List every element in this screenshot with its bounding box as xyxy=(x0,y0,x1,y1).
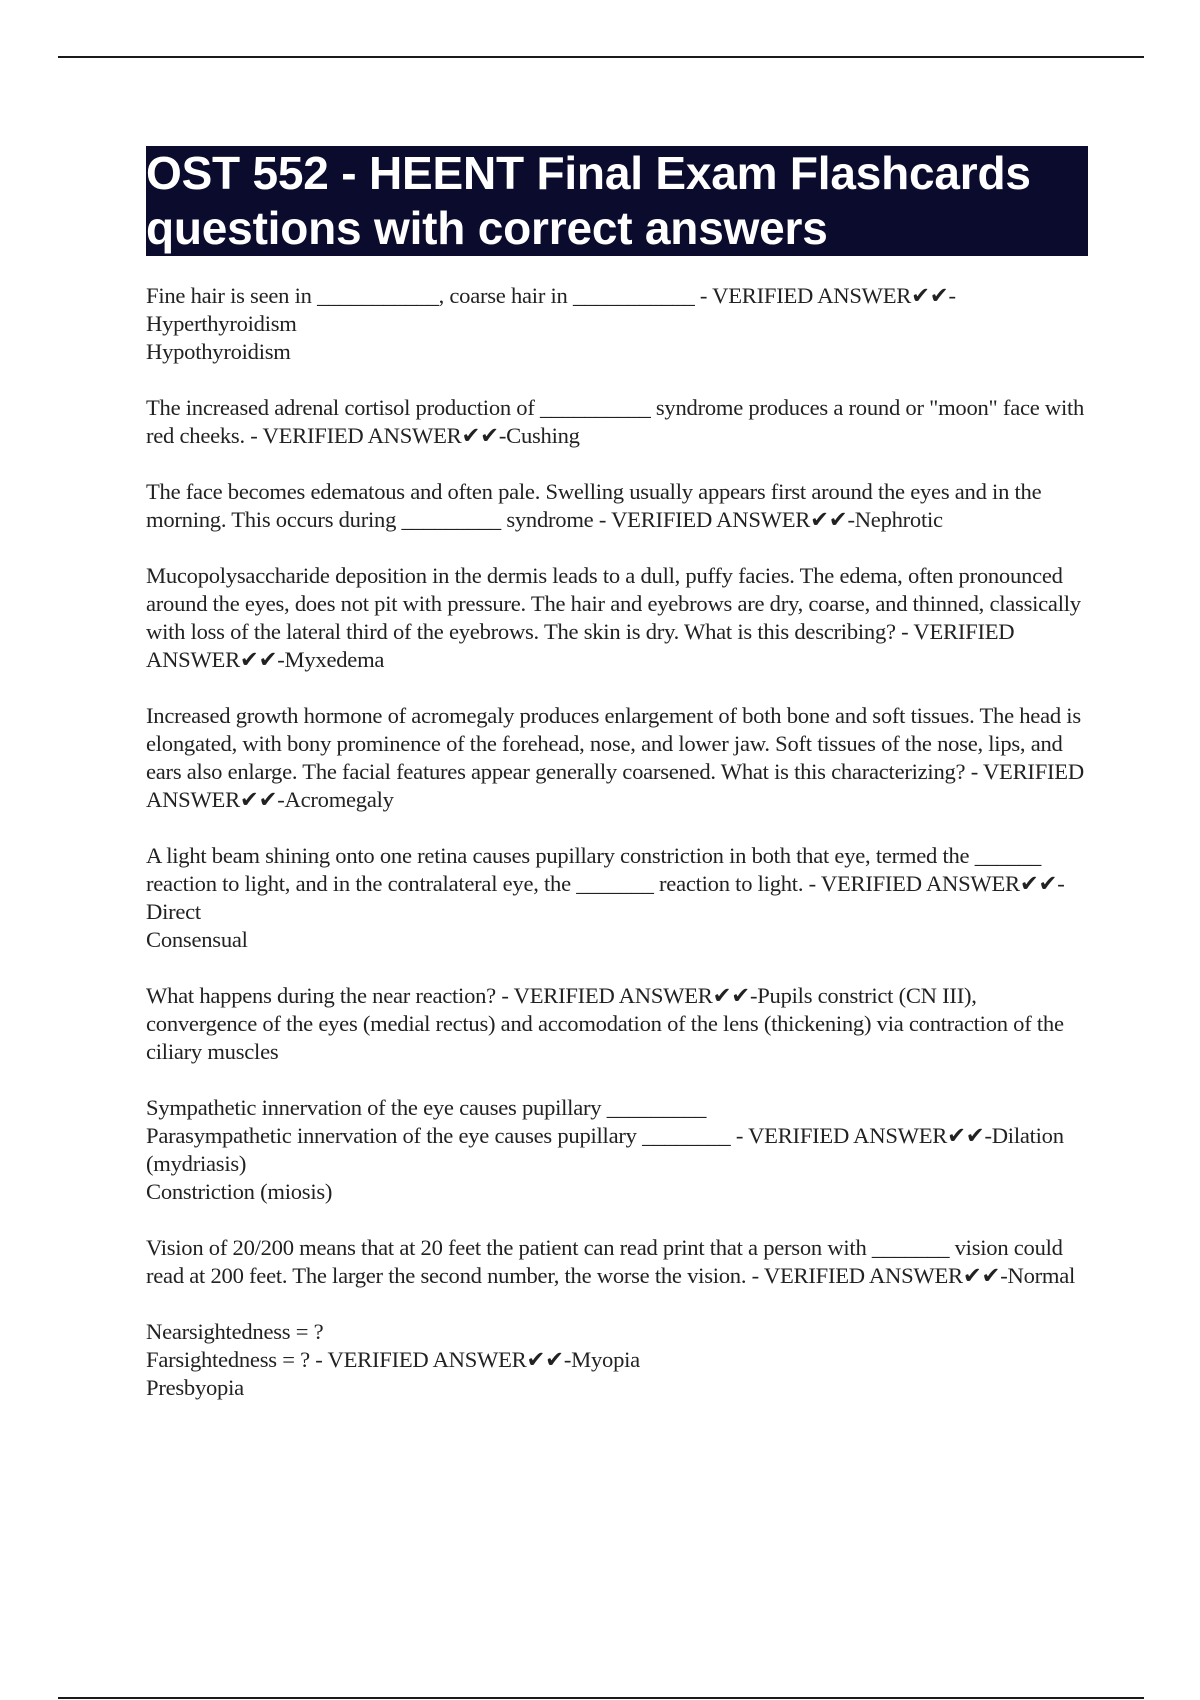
flashcard-question: Vision of 20/200 means that at 20 feet the patient can read print that a person with _______ vision could read at 200 feet. The larger the second number, the worse the vision. xyxy=(146,1235,1063,1288)
flashcard-question: Fine hair is seen in ___________, coarse hair in ___________ xyxy=(146,283,695,308)
flashcard-answer: Myopia Presbyopia xyxy=(146,1347,640,1400)
header-rule xyxy=(58,56,1144,58)
flashcard-question: The increased adrenal cortisol production of __________ syndrome produces a round or "moon" face with red cheeks. xyxy=(146,395,1085,448)
flashcard-answer: Normal xyxy=(1007,1263,1076,1288)
flashcard xyxy=(146,842,1086,954)
flashcard-answer: Acromegaly xyxy=(284,787,394,812)
flashcard-question: Mucopolysaccharide deposition in the dermis leads to a dull, puffy facies. The edema, often pronounced around the eyes, does not pit with pressure. The hair and eyebrows are dry, coarse, and thinned, classically with loss of the lateral third of the eyebrows. The skin is dry. What is this describing? xyxy=(146,563,1081,644)
verified-answer-marker: - VERIFIED ANSWER✔✔- xyxy=(803,871,1065,896)
flashcard-question: What happens during the near reaction? xyxy=(146,983,496,1008)
flashcard-question: Sympathetic innervation of the eye causes pupillary _________ Parasympathetic innervation of the eye causes pupillary ________ xyxy=(146,1095,731,1148)
flashcard-answer: Myxedema xyxy=(284,647,385,672)
flashcard-answer: Dilation (mydriasis) Constriction (miosis) xyxy=(146,1123,1064,1204)
document-title: OST 552 - HEENT Final Exam Flashcards questions with correct answers xyxy=(146,147,1031,254)
verified-answer-marker: - VERIFIED ANSWER✔✔- xyxy=(730,1123,992,1148)
flashcard-answer: Direct Consensual xyxy=(146,899,248,952)
verified-answer-marker: - VERIFIED ANSWER✔✔- xyxy=(746,1263,1008,1288)
verified-answer-marker: - VERIFIED ANSWER✔✔- xyxy=(495,983,758,1008)
flashcard xyxy=(146,982,1086,1066)
flashcard xyxy=(146,562,1086,674)
flashcard xyxy=(146,1234,1086,1290)
title-banner xyxy=(146,146,1088,256)
verified-answer-marker: - VERIFIED ANSWER✔✔- xyxy=(244,423,507,448)
flashcard-list xyxy=(146,282,1086,1430)
flashcard-answer: Cushing xyxy=(506,423,580,448)
flashcard xyxy=(146,1094,1086,1206)
flashcard xyxy=(146,1318,1086,1402)
flashcard-answer: Nephrotic xyxy=(854,507,943,532)
flashcard xyxy=(146,282,1086,366)
flashcard-answer: Pupils constrict (CN III), convergence of the eyes (medial rectus) and accomodation of the lens (thickening) via contraction of the ciliary muscles xyxy=(146,983,1064,1064)
flashcard xyxy=(146,702,1086,814)
footer-rule xyxy=(58,1697,1144,1699)
verified-answer-marker: - VERIFIED ANSWER✔✔- xyxy=(309,1347,572,1372)
verified-answer-marker: - VERIFIED ANSWER✔✔- xyxy=(694,283,956,308)
verified-answer-marker: - VERIFIED ANSWER✔✔- xyxy=(593,507,855,532)
verified-answer-marker: - VERIFIED ANSWER✔✔- xyxy=(146,759,1084,812)
flashcard-question: Increased growth hormone of acromegaly produces enlargement of both bone and soft tissues. The head is elongated, with bony prominence of the forehead, nose, and lower jaw. Soft tissues of the nose, lips, and ears also enlarge. The facial features appear generally coarsened. What is this characterizing? xyxy=(146,703,1081,784)
verified-answer-marker: - VERIFIED ANSWER✔✔- xyxy=(146,619,1015,672)
flashcard xyxy=(146,478,1086,534)
flashcard-question: The face becomes edematous and often pale. Swelling usually appears first around the eyes and in the morning. This occurs during _________ syndrome xyxy=(146,479,1042,532)
flashcard-question: A light beam shining onto one retina causes pupillary constriction in both that eye, termed the ______ reaction to light, and in the contralateral eye, the _______ reaction to light. xyxy=(146,843,1041,896)
flashcard-answer: Hyperthyroidism Hypothyroidism xyxy=(146,311,297,364)
flashcard xyxy=(146,394,1086,450)
flashcard-question: Nearsightedness = ? Farsightedness = ? xyxy=(146,1319,324,1372)
